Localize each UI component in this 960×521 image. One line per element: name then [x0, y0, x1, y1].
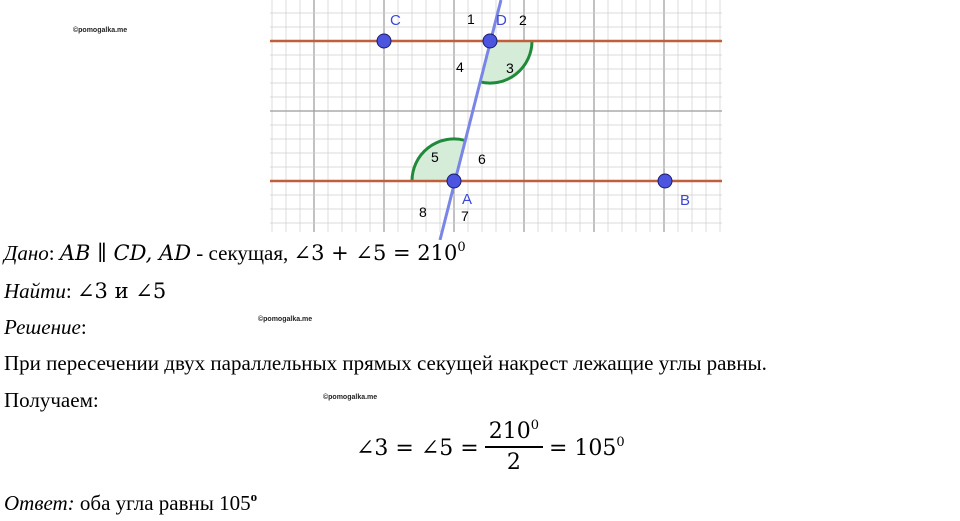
point-c [377, 34, 391, 48]
watermark: ©pomogalka.me [73, 27, 128, 34]
angle-label-1: 1 [467, 11, 475, 27]
formula-right: = $105^0$ [549, 434, 625, 461]
formula-left: ∠3 = ∠5 = [356, 435, 479, 461]
angle-label-6: 6 [478, 151, 486, 167]
given-exponent: 0 [457, 240, 466, 255]
angle-label-7: 7 [461, 208, 469, 224]
angle-label-4: 4 [456, 59, 464, 75]
given-statement: AB ∥ CD, AD [59, 241, 192, 265]
find-line [4, 278, 166, 304]
answer-line [4, 490, 257, 516]
formula [356, 418, 625, 478]
given-label: Дано [4, 241, 49, 265]
angle-label-8: 8 [419, 204, 427, 220]
fraction [485, 418, 543, 478]
theorem-line: При пересечении двух параллельных прямых секущей накрест лежащие углы равны. [4, 351, 767, 375]
angle-label-5: 5 [431, 149, 439, 165]
given-line [4, 240, 466, 266]
answer-degree: o [250, 489, 258, 504]
fraction-numerator: $210^0$ [488, 418, 539, 444]
angle-label-2: 2 [519, 12, 527, 28]
solution-line [4, 314, 87, 340]
label-c: C [390, 12, 401, 29]
answer-text: оба угла равны 105 [74, 491, 251, 515]
solution-colon: : [80, 315, 87, 339]
given-colon: : [48, 241, 55, 265]
label-b: B [680, 192, 691, 209]
solution-label: Решение [4, 315, 81, 339]
point-d [483, 34, 497, 48]
given-secant-text: - секущая, [191, 241, 294, 265]
obtain-line: Получаем: [4, 388, 99, 412]
fraction-denominator: 2 [506, 450, 521, 475]
point-a [447, 174, 461, 188]
label-d: D [496, 12, 507, 29]
given-equation: ∠3 + ∠5 = 210 [293, 241, 458, 265]
point-b [658, 174, 672, 188]
watermark: ©pomogalka.me [323, 394, 378, 401]
label-a: A [462, 191, 473, 208]
grid [270, 0, 722, 232]
find-text: ∠3 и ∠5 [76, 279, 167, 303]
watermark: ©pomogalka.me [258, 316, 313, 323]
find-label: Найти [4, 279, 66, 303]
angle-label-3: 3 [506, 60, 514, 76]
geometry-figure [270, 0, 725, 240]
find-colon: : [65, 279, 72, 303]
answer-label: Ответ: [4, 491, 75, 515]
